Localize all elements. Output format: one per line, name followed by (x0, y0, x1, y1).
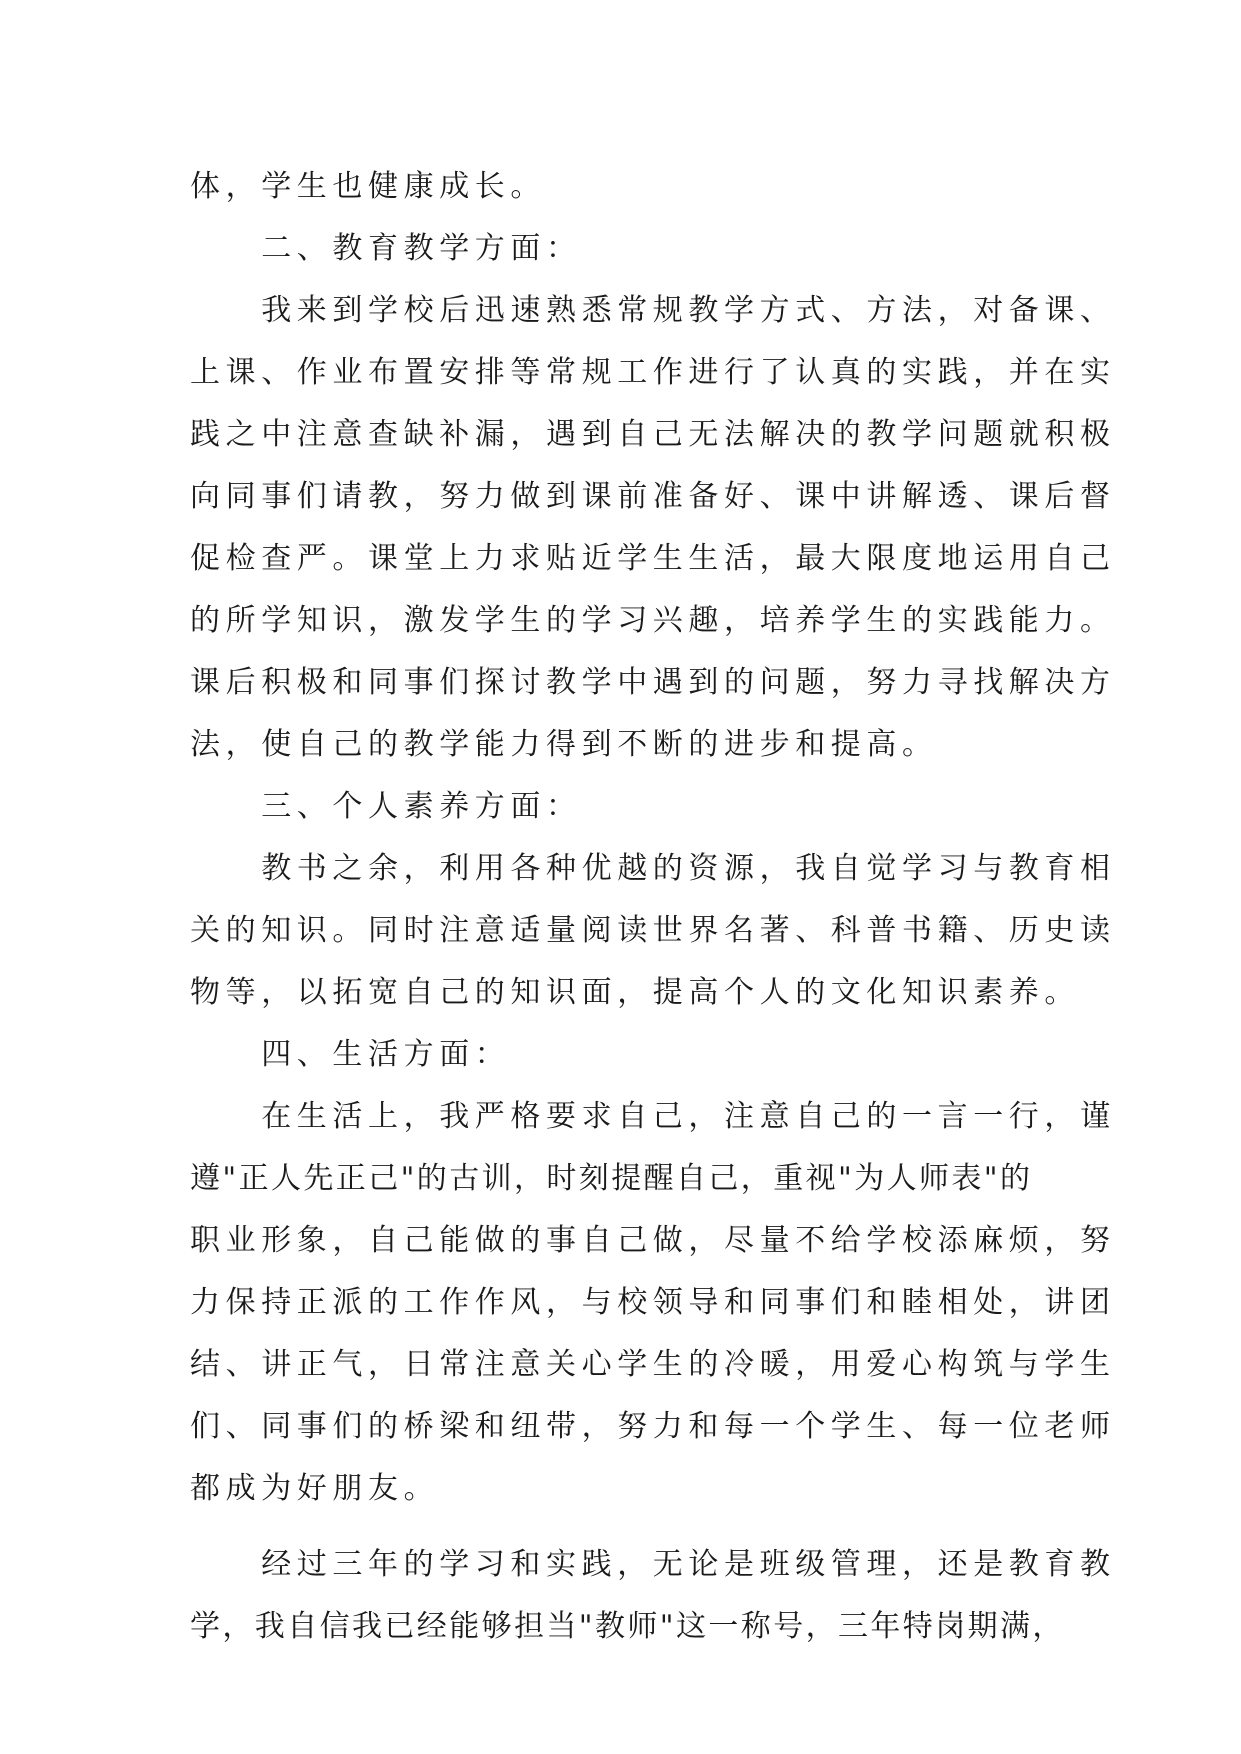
section-heading-life: 四、生活方面： (190, 1037, 511, 1072)
paragraph-line: 都成为好朋友。 (190, 1471, 440, 1506)
paragraph-line: 经过三年的学习和实践，无论是班级管理，还是教育教 (190, 1547, 1116, 1582)
paragraph-line: 法，使自己的教学能力得到不断的进步和提高。 (190, 727, 938, 762)
paragraph-line: 促检查严。课堂上力求贴近学生生活，最大限度地运用自己 (190, 541, 1116, 576)
paragraph-line: 关的知识。同时注意适量阅读世界名著、科普书籍、历史读 (190, 913, 1116, 948)
paragraph-line: 践之中注意查缺补漏，遇到自己无法解决的教学问题就积极 (190, 417, 1116, 452)
paragraph-line: 们、同事们的桥梁和纽带，努力和每一个学生、每一位老师 (190, 1409, 1116, 1444)
paragraph-line: 教书之余，利用各种优越的资源，我自觉学习与教育相 (190, 851, 1116, 886)
paragraph-line: 结、讲正气，日常注意关心学生的冷暖，用爱心构筑与学生 (190, 1347, 1116, 1382)
paragraph-line: 课后积极和同事们探讨教学中遇到的问题，努力寻找解决方 (190, 665, 1116, 700)
section-heading-personal: 三、个人素养方面： (190, 789, 582, 824)
body-text (190, 156, 1116, 1658)
paragraph-line: 职业形象，自己能做的事自己做，尽量不给学校添麻烦，努 (190, 1223, 1116, 1258)
paragraph-line: 遵"正人先正己"的古训，时刻提醒自己，重视"为人师表"的 (190, 1161, 1033, 1196)
paragraph-gap (190, 1520, 1070, 1534)
paragraph-line: 的所学知识，激发学生的学习兴趣，培养学生的实践能力。 (190, 603, 1116, 638)
paragraph-line: 在生活上，我严格要求自己，注意自己的一言一行，谨 (190, 1099, 1116, 1134)
paragraph-line: 我来到学校后迅速熟悉常规教学方式、方法，对备课、 (190, 293, 1116, 328)
paragraph-line: 学，我自信我已经能够担当"教师"这一称号，三年特岗期满， (190, 1609, 1065, 1644)
paragraph-line: 上课、作业布置安排等常规工作进行了认真的实践，并在实 (190, 355, 1116, 390)
paragraph-line: 体，学生也健康成长。 (190, 169, 546, 204)
section-heading-teaching: 二、教育教学方面： (190, 231, 582, 266)
paragraph-line: 向同事们请教，努力做到课前准备好、课中讲解透、课后督 (190, 479, 1116, 514)
paragraph-line: 力保持正派的工作作风，与校领导和同事们和睦相处，讲团 (190, 1285, 1116, 1320)
paragraph-line: 物等，以拓宽自己的知识面，提高个人的文化知识素养。 (190, 975, 1080, 1010)
